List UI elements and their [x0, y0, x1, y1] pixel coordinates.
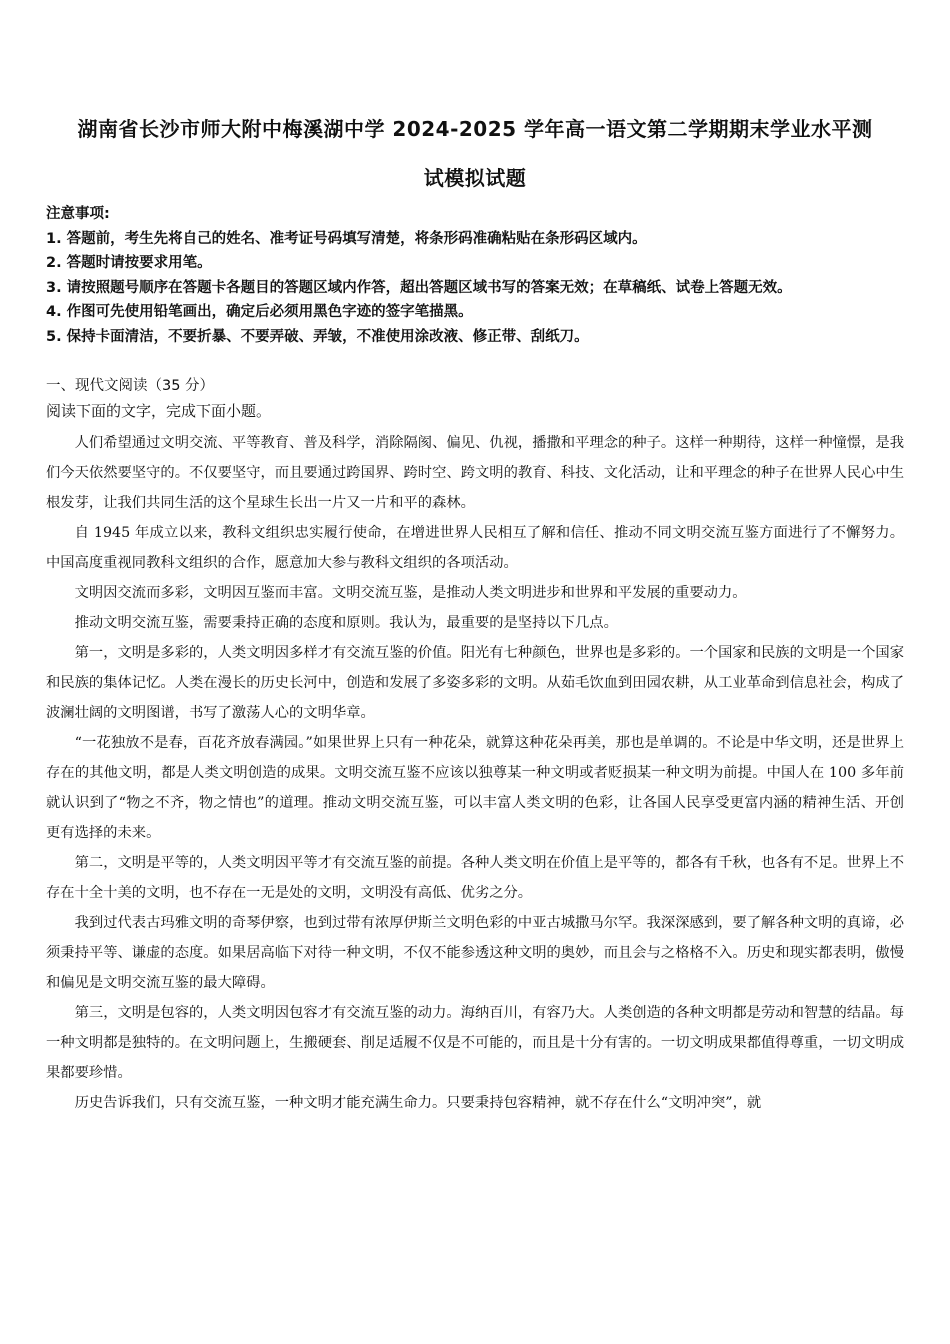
passage-paragraph: 推动文明交流互鉴，需要秉持正确的态度和原则。我认为，最重要的是坚持以下几点。 — [74, 615, 618, 631]
section-heading: 一、现代文阅读（35 分） — [46, 378, 215, 394]
reading-passage — [46, 428, 904, 1118]
notice-item: 5. 保持卡面清洁，不要折暴、不要弄破、弄皱，不准使用涂改液、修正带、刮纸刀。 — [46, 328, 589, 345]
notice-item: 1. 答题前，考生先将自己的姓名、准考证号码填写清楚，将条形码准确粘贴在条形码区域内。 — [46, 230, 647, 247]
notice-heading: 注意事项: — [46, 206, 110, 222]
passage-paragraph: 自 1945 年成立以来，教科文组织忠实履行使命，在增进世界人民相互了解和信任、推动不同文明交流互鉴方面进行了不懈努力。中国高度重视同教科文组织的合作，愿意加大参与教科文组织的各项活动。 — [46, 525, 904, 571]
section-instruction: 阅读下面的文字，完成下面小题。 — [46, 402, 272, 420]
notice-block — [46, 202, 916, 349]
passage-paragraph: 历史告诉我们，只有交流互鉴，一种文明才能充满生命力。只要秉持包容精神，就不存在什么“文明冲突”，就 — [74, 1095, 762, 1111]
exam-title-line-1: 湖南省长沙市师大附中梅溪湖中学 2024-2025 学年高一语文第二学期期末学业水平测 — [77, 117, 873, 141]
passage-paragraph: 第二，文明是平等的，人类文明因平等才有交流互鉴的前提。各种人类文明在价值上是平等的，都各有千秋，也各有不足。世界上不存在十全十美的文明，也不存在一无是处的文明，文明没有高低、优劣之分。 — [46, 855, 904, 901]
passage-paragraph: 人们希望通过文明交流、平等教育、普及科学，消除隔阂、偏见、仇视，播撒和平理念的种子。这样一种期待，这样一种憧憬，是我们今天依然要坚守的。不仅要坚守，而且要通过跨国界、跨时空、跨文明的教育、科技、文化活动，让和平理念的种子在世界人民心中生根发芽，让我们共同生活的这个星球生长出一片又一片和平的森林。 — [46, 435, 904, 511]
passage-paragraph: 第三，文明是包容的，人类文明因包容才有交流互鉴的动力。海纳百川，有容乃大。人类创造的各种文明都是劳动和智慧的结晶。每一种文明都是独特的。在文明问题上，生搬硬套、削足适履不仅是不可能的，而且是十分有害的。一切文明成果都值得尊重，一切文明成果都要珍惜。 — [46, 1005, 904, 1081]
passage-paragraph: “一花独放不是春，百花齐放春满园。”如果世界上只有一种花朵，就算这种花朵再美，那也是单调的。不论是中华文明，还是世界上存在的其他文明，都是人类文明创造的成果。文明交流互鉴不应该以独尊某一种文明或者贬损某一种文明为前提。中国人在 100 多年前就认识到了“物之不齐，物之情也”的道理。推动文明交流互鉴，可以丰富人类文明的色彩，让各国人民享受更富内涵的精神生活、开创更有选择的未来。 — [46, 735, 904, 841]
passage-paragraph: 文明因交流而多彩，文明因互鉴而丰富。文明交流互鉴，是推动人类文明进步和世界和平发展的重要动力。 — [74, 585, 747, 601]
notice-item: 2. 答题时请按要求用笔。 — [46, 255, 212, 271]
exam-title-line-2: 试模拟试题 — [423, 166, 527, 190]
passage-paragraph: 第一，文明是多彩的，人类文明因多样才有交流互鉴的价值。阳光有七种颜色，世界也是多彩的。一个国家和民族的文明是一个国家和民族的集体记忆。人类在漫长的历史长河中，创造和发展了多姿多彩的文明。从茹毛饮血到田园农耕，从工业革命到信息社会，构成了波澜壮阔的文明图谱，书写了激荡人心的文明华章。 — [46, 645, 904, 721]
notice-item: 3. 请按照题号顺序在答题卡各题目的答题区域内作答，超出答题区域书写的答案无效；在草稿纸、试卷上答题无效。 — [46, 279, 792, 296]
notice-item: 4. 作图可先使用铅笔画出，确定后必须用黑色字迹的签字笔描黑。 — [46, 304, 473, 320]
passage-paragraph: 我到过代表古玛雅文明的奇琴伊察，也到过带有浓厚伊斯兰文明色彩的中亚古城撒马尔罕。我深深感到，要了解各种文明的真谛，必须秉持平等、谦虚的态度。如果居高临下对待一种文明，不仅不能参透这种文明的奥妙，而且会与之格格不入。历史和现实都表明，傲慢和偏见是文明交流互鉴的最大障碍。 — [46, 915, 904, 991]
